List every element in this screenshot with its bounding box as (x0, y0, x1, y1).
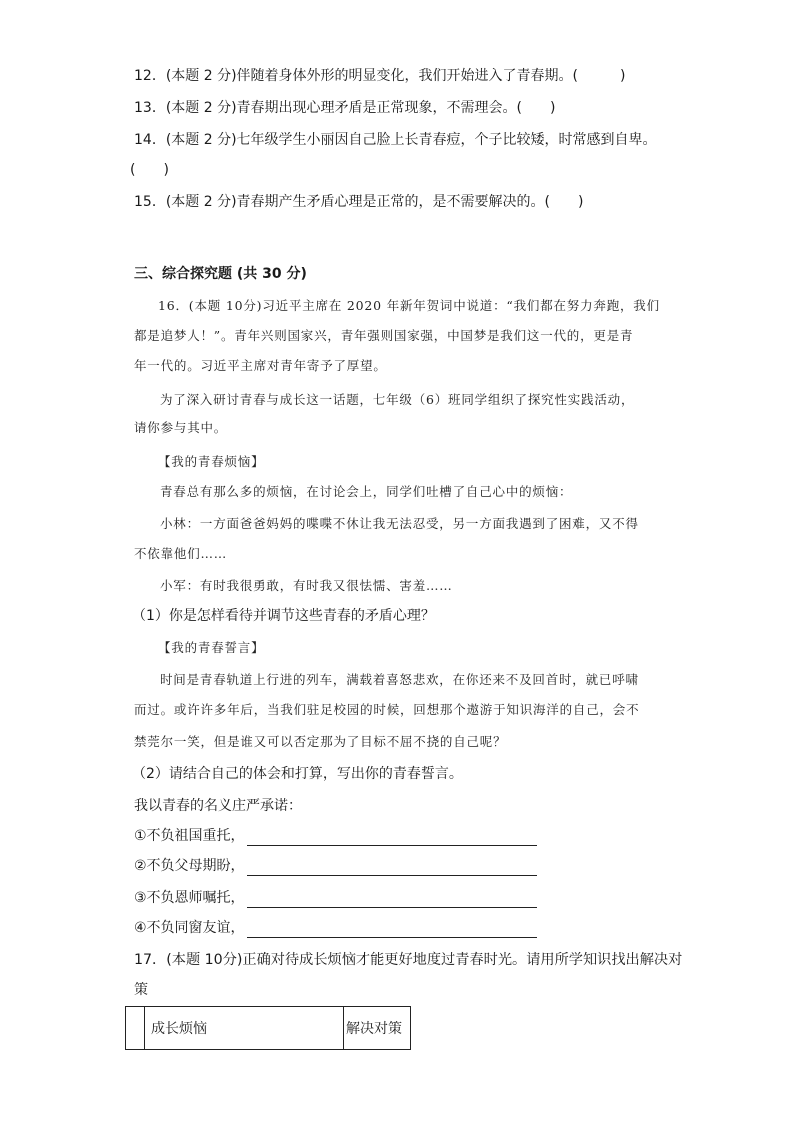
table-row (126, 1007, 411, 1050)
q16-sub-question-1: （1）你是怎样看待并调节这些青春的矛盾心理？ (132, 608, 435, 624)
question-13: 13．(本题 2 分)青春期出现心理矛盾是正常现象，不需理会。( ) (134, 100, 556, 116)
trouble-line-2: 小林：一方面爸爸妈妈的喋喋不休让我无法忍受，另一方面我遇到了困难，又不得 (160, 516, 639, 531)
trouble-line-4: 小军：有时我很勇敢，有时我又很怯懦、害羞…… (160, 578, 453, 593)
q16-intro-line-3: 年一代的。习近平主席对青年寄予了厚望。 (134, 358, 387, 373)
growth-trouble-table (125, 1006, 411, 1050)
promise-item-3 (134, 888, 537, 908)
promise-item-2 (134, 856, 537, 876)
promise-lead: 我以青春的名义庄严承诺： (134, 798, 302, 814)
promise-item-4 (134, 918, 537, 938)
q16-intro-line-4: 为了深入研讨青春与成长这一话题，七年级（6）班同学组织了探究性实践活动， (160, 392, 635, 407)
oath-line-2: 而过。或许许多年后，当我们驻足校园的时候，回想那个遨游于知识海洋的自己，会不 (134, 702, 640, 717)
answer-blank[interactable] (247, 861, 537, 876)
answer-blank[interactable] (247, 923, 537, 938)
question-14: 14．(本题 2 分)七年级学生小丽因自己脸上长青春痘，个子比较矮，时常感到自卑。 (134, 132, 657, 148)
trouble-line-1: 青春总有那么多的烦恼，在讨论会上，同学们吐槽了自己心中的烦恼： (160, 484, 573, 499)
q17-text-line-1: 17．(本题 10分)正确对待成长烦恼才能更好地度过青春时光。请用所学知识找出解决对 (134, 952, 683, 968)
question-14-answer-bracket: ( ) (130, 162, 169, 178)
promise-item-4-label: ④不负同窗友谊， (134, 920, 245, 936)
table-header-solution: 解决对策 (344, 1007, 411, 1050)
promise-item-1 (134, 826, 537, 846)
section-heading: 三、综合探究题 (共 30 分) (134, 266, 307, 282)
trouble-line-3: 不依靠他们…… (134, 546, 228, 561)
table-header-trouble: 成长烦恼 (145, 1007, 344, 1050)
q16-intro-line-5: 请你参与其中。 (134, 420, 228, 435)
q16-intro-line-2: 都是追梦人！”。青年兴则国家兴，青年强则国家强，中国梦是我们这一代的，更是青 (134, 328, 634, 343)
promise-item-1-label: ①不负祖国重托， (134, 828, 245, 844)
q16-sub-question-2: （2）请结合自己的体会和打算，写出你的青春誓言。 (132, 766, 463, 782)
promise-item-2-label: ②不负父母期盼， (134, 858, 245, 874)
answer-blank[interactable] (247, 893, 537, 908)
question-15: 15．(本题 2 分)青春期产生矛盾心理是正常的，是不需要解决的。( ) (134, 194, 584, 210)
oath-line-1: 时间是青春轨道上行进的列车，满载着喜怒悲欢，在你还来不及回首时，就已呼啸 (160, 672, 639, 687)
q16-intro-line-1: 16．(本题 10分)习近平主席在 2020 年新年贺词中说道：“我们都在努力奔跑，我们 (158, 298, 660, 313)
trouble-title: 【我的青春烦恼】 (158, 454, 265, 469)
oath-title: 【我的青春誓言】 (158, 640, 265, 655)
answer-blank[interactable] (247, 831, 537, 846)
oath-line-3: 禁莞尔一笑，但是谁又可以否定那为了目标不屈不挠的自己呢？ (134, 734, 507, 749)
question-12: 12．(本题 2 分)伴随着身体外形的明显变化，我们开始进入了青春期。( ) (134, 68, 626, 84)
q17-text-line-2: 策 (134, 982, 148, 998)
table-cell-blank[interactable] (126, 1007, 145, 1050)
promise-item-3-label: ③不负恩师嘱托， (134, 890, 245, 906)
